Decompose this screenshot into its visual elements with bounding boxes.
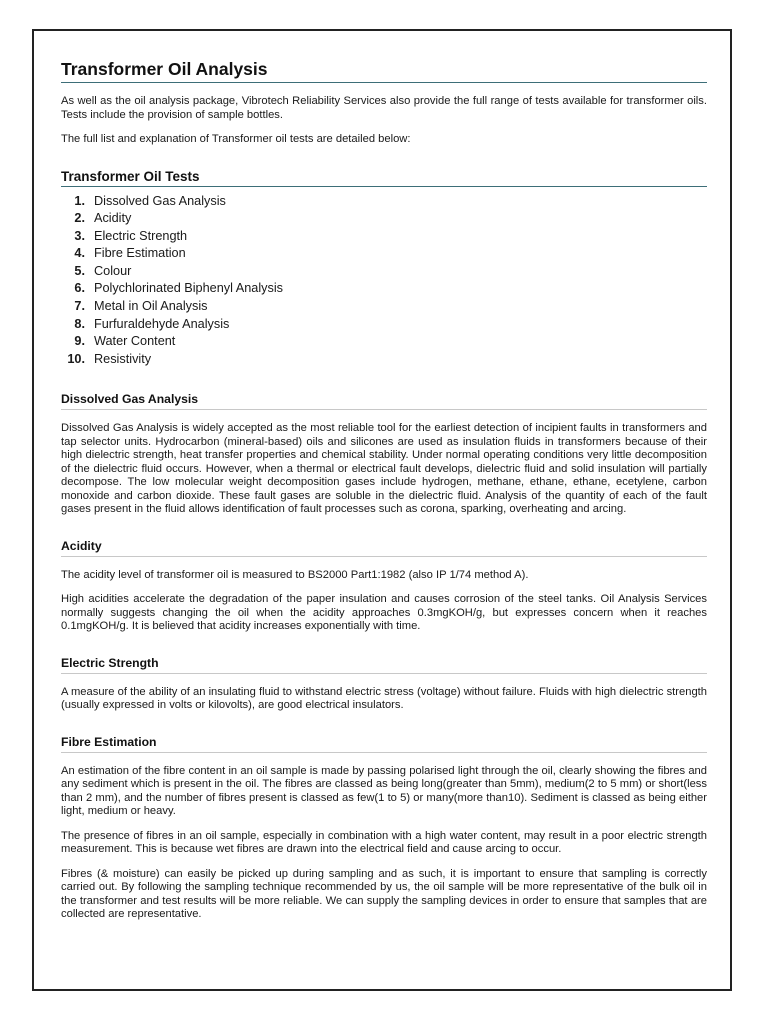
list-item-label: Metal in Oil Analysis	[94, 299, 208, 314]
list-item-label: Polychlorinated Biphenyl Analysis	[94, 281, 284, 296]
list-item-number: 6.	[74, 281, 85, 296]
electric-strength-heading: Electric Strength	[61, 656, 707, 674]
fibre-estimation-heading: Fibre Estimation	[61, 735, 707, 753]
list-item-number: 4.	[74, 246, 85, 261]
list-item-label: Colour	[94, 263, 132, 278]
acidity-paragraph-2: High acidities accelerate the degradation of the paper insulation and causes corrosion of the steel tanks. Oil Analysis Services normally suggests changing the oil when the acidity approaches 0.3mgKOH/g, but expresses concern when it reaches 0.1mgKOH/g. It is believed that acidity increases exponentially with time.	[61, 593, 707, 633]
list-item-number: 8.	[74, 316, 85, 331]
list-item	[61, 298, 707, 316]
acidity-paragraph-1: The acidity level of transformer oil is measured to BS2000 Part1:1982 (also IP 1/74 method A).	[61, 568, 529, 581]
list-item	[61, 263, 707, 281]
intro-paragraph: As well as the oil analysis package, Vibrotech Reliability Services also provide the full range of tests available for transformer oils. Tests include the provision of sample bottles.	[61, 95, 707, 121]
electric-strength-paragraph: A measure of the ability of an insulating fluid to withstand electric stress (voltage) without failure. Fluids with high dielectric strength (usually expressed in volts or kilovolts), are good electrical insulators.	[61, 685, 707, 712]
list-item	[61, 193, 707, 211]
list-item-label: Furfuraldehyde Analysis	[94, 316, 230, 331]
acidity-heading: Acidity	[61, 539, 707, 557]
list-item-number: 2.	[74, 211, 85, 226]
list-item	[61, 245, 707, 263]
list-item-label: Resistivity	[94, 351, 152, 366]
list-item-label: Dissolved Gas Analysis	[94, 193, 226, 208]
list-item-number: 7.	[74, 299, 85, 314]
list-item	[61, 280, 707, 298]
list-item-number: 10.	[67, 351, 85, 366]
list-item-label: Fibre Estimation	[94, 246, 186, 261]
list-item	[61, 333, 707, 351]
list-item-label: Water Content	[94, 334, 176, 349]
list-item-number: 1.	[74, 193, 85, 208]
dga-paragraph: Dissolved Gas Analysis is widely accepted as the most reliable tool for the earliest detection of incipient faults in transformers and tap selector units. Hydrocarbon (mineral-based) oils and silicones are used as insulation fluids in transformers because of their high dielectric strength, heat transfer properties and chemical stability. Under normal operating conditions very little decomposition of the dielectric fluid occurs. However, when a thermal or electrical fault develops, dielectric fluid and solid insulation will partially decompose. The low molecular weight decomposition gases include hydrogen, methane, ethane, ethane, ecetylene, carbon monoxide and carbon dioxide. These fault gases are soluble in the dielectric fluid. Analysis of the quantity of each of the fault gases present in the fluid allows identification of fault processes such as corona, sparking, overheating and arcing.	[61, 422, 707, 516]
list-item	[61, 351, 707, 369]
fibre-paragraph-3: Fibres (& moisture) can easily be picked up during sampling and as such, it is important to ensure that sampling is correctly carried out. By following the sampling technique recommended by us, the oil sample will be more representative of the bulk oil in the transformer and test results will be more reliable. We can supply the sampling devices in order to ensure that samples that are collected are representative.	[61, 867, 707, 921]
dga-heading: Dissolved Gas Analysis	[61, 392, 707, 410]
page-title: Transformer Oil Analysis	[61, 59, 707, 83]
list-item	[61, 316, 707, 334]
list-item-label: Acidity	[94, 211, 132, 226]
document-content	[61, 59, 707, 922]
list-item-label: Electric Strength	[94, 228, 188, 243]
intro-paragraph-2: The full list and explanation of Transformer oil tests are detailed below:	[61, 133, 411, 145]
fibre-paragraph-1: An estimation of the fibre content in an oil sample is made by passing polarised light through the oil, clearly showing the fibres and any sediment which is present in the oil. The fibres are classed as being long(greater than 5mm), medium(2 to 5 mm) or short(less than 2 mm), and the number of fibres present is classed as few(1 to 5) or many(more than10). Sediment is classed as being either light, medium or heavy.	[61, 764, 707, 818]
tests-heading: Transformer Oil Tests	[61, 169, 707, 187]
document-page	[32, 29, 732, 991]
list-item-number: 3.	[74, 228, 85, 243]
list-item-number: 5.	[74, 263, 85, 278]
list-item	[61, 228, 707, 246]
list-item	[61, 210, 707, 228]
tests-list	[61, 193, 707, 369]
fibre-paragraph-2: The presence of fibres in an oil sample, especially in combination with a high water content, may result in a poor electric strength measurement. This is because wet fibres are drawn into the electrical field and cause arcing to occur.	[61, 829, 707, 856]
list-item-number: 9.	[74, 334, 85, 349]
